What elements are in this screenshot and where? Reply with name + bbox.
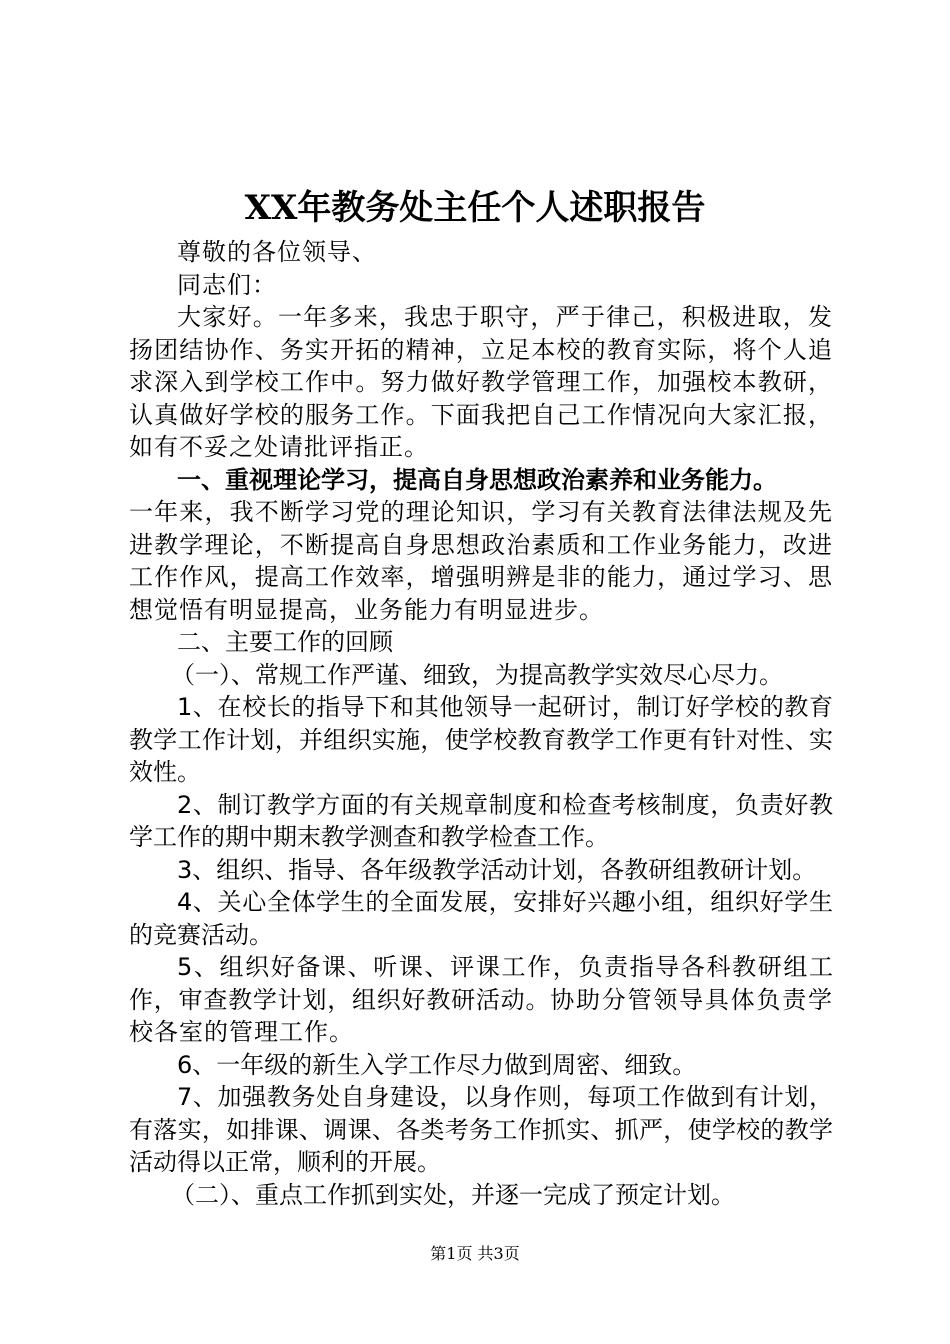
paragraph-text: 一、重视理论学习，提高自身思想政治素养和业务能力。	[177, 465, 777, 494]
paragraph-text: 3、组织、指导、各年级教学活动计划，各教研组教研计划。	[177, 855, 817, 884]
paragraph-text: 4、关心全体学生的全面发展，安排好兴趣小组，组织好学生的竞赛活动。	[129, 888, 833, 949]
paragraph-text: 6、一年级的新生入学工作尽力做到周密、细致。	[177, 1050, 697, 1079]
page-number: 第1页 共3页	[430, 1244, 520, 1263]
paragraph-text: 尊敬的各位领导、	[177, 238, 377, 266]
paragraph-text: 二、主要工作的回顾	[177, 628, 393, 656]
paragraph-text: 2、制订教学方面的有关规章制度和检查考核制度，负责好教学工作的期中期末教学测查和教学检查工作。	[129, 790, 833, 851]
paragraph-text-serif: 协助分管领导具体负责学校各室的管理工作。	[129, 985, 834, 1046]
paragraph-text: 1、在校长的指导下和其他领导一起研讨，制订好学校的教育教学工作计划，并组织实施，使学校教育教学工作更有针对性、实效性。	[129, 693, 833, 786]
salutation-line-1	[129, 236, 833, 269]
paragraph-text: （二）、重点工作抓到实处，并逐一完成了预定计划。	[171, 1180, 735, 1209]
paragraph-text: 大家好。一年多来，我忠于职守，严于律己，积极进取，发扬团结协作、务实开拓的精神，立足本校的教育实际，将个人追求深入到学校工作中。努力做好教学管理工作，加强校本教研，认真做好学校的服务工作。下面我把自己工作情况向大家汇报，如有不妥之处请批评指正。	[129, 303, 833, 461]
list-item-3	[129, 854, 833, 887]
list-item-6	[129, 1049, 833, 1082]
list-item-2	[129, 789, 833, 854]
list-item-5	[129, 951, 833, 1049]
list-item-1	[129, 691, 833, 789]
list-item-4	[129, 886, 833, 951]
subsection-heading-1	[129, 659, 833, 692]
subsection-heading-2	[129, 1179, 833, 1212]
document-body	[129, 236, 833, 1211]
intro-paragraph	[129, 301, 833, 464]
section-heading-2	[129, 626, 833, 659]
document-title: XX年教务处主任个人述职报告	[244, 188, 706, 228]
paragraph-text: 7、加强教务处自身建设，以身作则，每项工作做到有计划，有落实，如排课、调课、各类考务工作抓实、抓严，使学校的教学活动得以正常，顺利的开展。	[129, 1083, 833, 1176]
paragraph-text: 同志们：	[177, 270, 277, 299]
paragraph-text: 一年来，我不断学习党的理论知识，学习有关教育法律法规及先进教学理论，不断提高自身思想政治素质和工作业务能力，改进工作作风，提高工作效率，增强明辨是非的能力，通过学习、思想觉悟有明显提高，业务能力有明显进步。	[129, 498, 833, 624]
paragraph-text: 5、组织好备课、听课、评课工作，负责指导各科教研组工作，审查教学计划，组织好教研活动。	[129, 953, 833, 1014]
section-1-paragraph	[129, 496, 833, 626]
salutation-line-2	[129, 269, 833, 302]
section-heading-1	[129, 464, 833, 497]
paragraph-text: （一）、常规工作严谨、细致，为提高教学实效尽心尽力。	[171, 660, 783, 689]
list-item-7	[129, 1081, 833, 1179]
